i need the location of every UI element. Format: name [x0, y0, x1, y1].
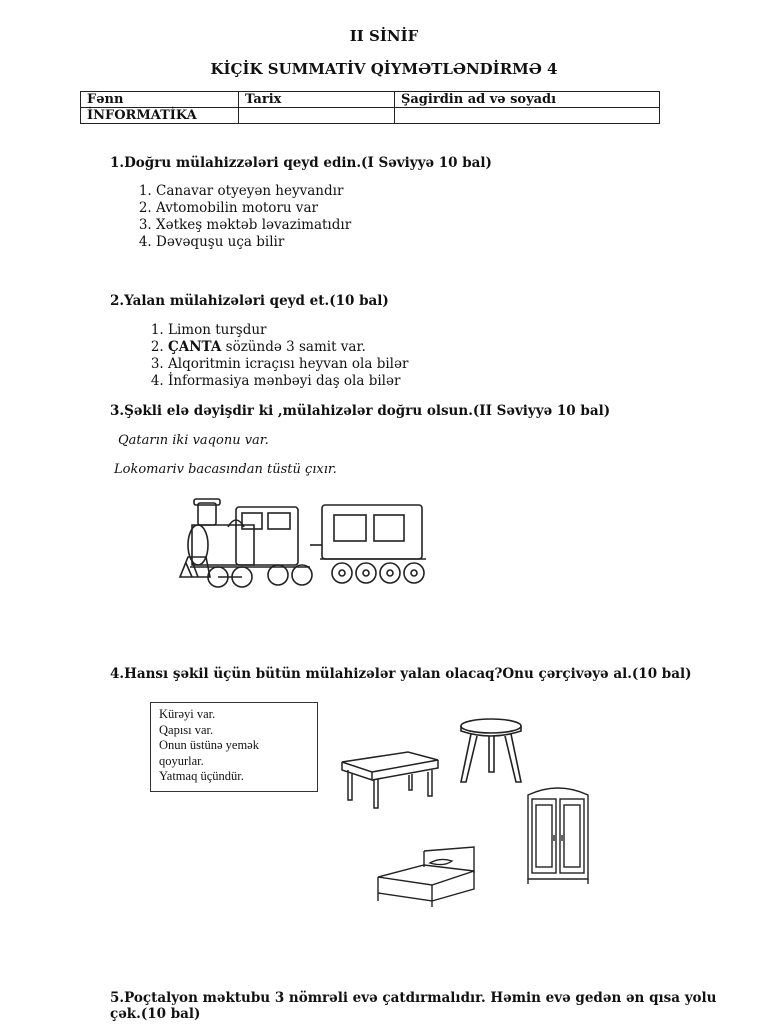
- grade-title: II SİNİF: [349, 27, 419, 45]
- list-item: 1. Canavar otyeyən heyvandır: [156, 183, 351, 200]
- list-item: 1. Limon turşdur: [168, 322, 408, 339]
- statement-1: Qatarın iki vaqonu var.: [118, 433, 269, 448]
- list-item: [168, 339, 408, 356]
- list-item: 3. Xətkeş məktəb ləvazimatıdır: [156, 217, 351, 234]
- page-title: KİÇİK SUMMATİV QİYMƏTLƏNDİRMƏ 4: [210, 60, 558, 78]
- table-row: [81, 108, 660, 124]
- question-5-title-line2: çək.(10 bal): [110, 1006, 201, 1022]
- statements-box: [150, 702, 318, 792]
- cell-student-name[interactable]: [395, 108, 660, 124]
- list-item: 3. Alqoritmin icraçısı heyvan ola bilər: [168, 356, 408, 373]
- question-2-list: [140, 322, 408, 390]
- question-3-title: 3.Şəkli elə dəyişdir ki ,mülahizələr doğru olsun.(II Səviyyə 10 bal): [110, 403, 611, 419]
- header-student-name: Şagirdin ad və soyadı: [395, 92, 660, 108]
- header-subject: Fənn: [81, 92, 239, 108]
- box-line: Onun üstünə yemək: [159, 738, 259, 752]
- question-4-title: 4.Hansı şəkil üçün bütün mülahizələr yalan olacaq?Onu çərçivəyə al.(10 bal): [110, 666, 692, 682]
- wardrobe-image[interactable]: [526, 785, 590, 885]
- question-1-list: [128, 183, 351, 251]
- statement-2: Lokomariv bacasından tüstü çıxır.: [114, 462, 337, 477]
- box-line: Kürəyi var.: [159, 707, 216, 721]
- cell-subject: İNFORMATİKA: [81, 108, 239, 124]
- question-5-title: 5.Poçtalyon məktubu 3 nömrəli evə çatdırmalıdır. Həmin evə gedən ən qısa yolu: [110, 990, 717, 1006]
- list-item: 4. Dəvəquşu uça bilir: [156, 234, 351, 251]
- question-1-title: 1.Doğru mülahizzələri qeyd edin.(I Səviyyə 10 bal): [110, 155, 492, 171]
- box-line: Qapısı var.: [159, 722, 214, 737]
- box-line: qoyurlar.: [159, 753, 204, 768]
- list-item: 2. Avtomobilin motoru var: [156, 200, 351, 217]
- list-item-text: sözündə 3 samit var.: [221, 339, 366, 355]
- table-header-row: [81, 92, 660, 108]
- train-illustration: [170, 495, 440, 595]
- cell-date[interactable]: [239, 108, 395, 124]
- stool-image[interactable]: [455, 716, 527, 788]
- header-date: Tarix: [239, 92, 395, 108]
- box-line: Yatmaq üçündür.: [159, 769, 244, 783]
- info-table: [80, 91, 660, 124]
- bed-image[interactable]: [374, 843, 478, 909]
- list-item: 4. İnformasiya mənbəyi daş ola bilər: [168, 373, 408, 390]
- question-2-title: 2.Yalan mülahizələri qeyd et.(10 bal): [110, 293, 389, 309]
- table-furniture-image[interactable]: [338, 748, 442, 810]
- bold-word: ÇANTA: [168, 339, 222, 355]
